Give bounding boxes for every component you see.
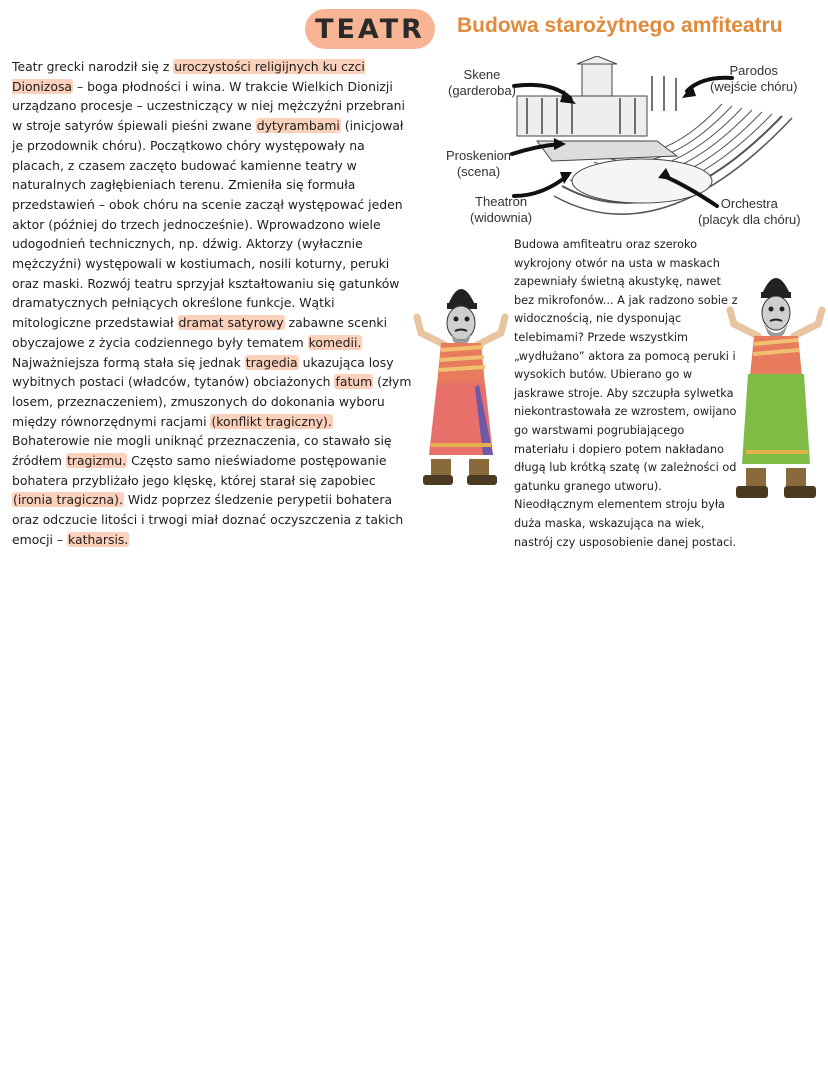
text-segment: ukazująca losy wybitnych postaci (władców, tytanów) obciażonych (12, 354, 394, 390)
text-segment: Teatr grecki narodził się z (12, 59, 174, 74)
label-skene (448, 67, 516, 99)
page-subtitle: Budowa starożytnego amfiteatru (457, 14, 783, 37)
text-segment: Bohaterowie nie mogli uniknąć przeznaczenia, co stawało się źródłem (12, 433, 392, 469)
label-theatron (470, 194, 532, 226)
label-sub: (widownia) (470, 210, 533, 225)
label-orchestra (698, 196, 801, 228)
label-parodos (710, 63, 797, 95)
text-segment: zabawne scenki obyczajowe z życia codziennego były tematem (12, 315, 388, 350)
highlight-term: fatum (335, 374, 373, 390)
highlight-term: tragizmu. (66, 453, 127, 469)
label-title: Parodos (729, 63, 778, 78)
text-segment: Najważniejsza formą stała się jednak (12, 354, 245, 370)
text-segment: Często samo nieświadome postępowanie bohatera przybliżało jego klęskę, której starał się zapobiec (12, 453, 387, 488)
text-segment: (inicjował je przodownik chóru). Początkowo chóry występowały na placach, z czasem zaczęto budować kamienne teatry w naturalnych zagłębieniach terenu. Zmieniła się formuła przedstawień – obok chóru na scenie zaczął występować jeden aktor (później do trzech jednocześnie). Wprowadzono wiele udogodnień technicznych, np. dźwig. Aktorzy (wyłacznie mężczyźni) występowali w kostiumach, nosili koturny, peruki oraz maski. Rozwój teatru sprzyjał kształtowaniu się gatunków dramatycznych pełniących określone funkcje. Wątki mitologiczne przedstawiał (12, 118, 404, 331)
label-title: Orchestra (720, 196, 778, 211)
label-sub: (garderoba) (448, 83, 516, 98)
highlight-term: katharsis. (68, 531, 129, 547)
actor-figure-right (724, 264, 828, 518)
text-segment: Widz poprzez śledzenie perypetii bohatera oraz odczucie litości i trwogi miał doznać oczyszczenia z takich emocji – (12, 492, 404, 547)
title-badge (305, 9, 435, 49)
label-proskenion (446, 148, 511, 180)
highlight-term: komedii. (308, 334, 362, 350)
highlight-term: (ironia tragiczna). (13, 492, 123, 508)
actor-figure-left (413, 275, 513, 494)
highlight-term: (konflikt tragiczny). (211, 413, 332, 429)
label-title: Proskenion (446, 148, 512, 163)
label-sub: (scena) (456, 164, 501, 179)
amphitheatre-diagram (442, 56, 822, 236)
label-sub: (wejście chóru) (710, 79, 798, 94)
highlight-term: uroczystości religijnych ku czci Dionizosa (12, 59, 365, 94)
highlight-term: tragedia (245, 354, 298, 370)
page-title: TEATR (315, 13, 425, 45)
actor-illustration (413, 275, 513, 490)
text-segment: – boga płodności i wina. W trakcie Wielkich Dionizji urządzano procesje – uczestniczący w niej mężczyźni przebrani w stroje satyrów śpiewali pieśni zwane (12, 78, 405, 134)
actor-illustration (724, 264, 828, 514)
highlight-term: dramat satyrowy (178, 315, 284, 331)
text-segment: (złym losem, przeznaczeniem), zmuszonych do dokonania wyboru między równorzędnymi racjami (12, 374, 412, 429)
label-sub: (placyk dla chóru) (698, 212, 801, 227)
label-title: Skene (463, 67, 501, 82)
costume-description-text: Budowa amfiteatru oraz szeroko wykrojony otwór na usta w maskach zapewniały świetną akustykę, nawet bez mikrofonów... A jak radzono sobie z widocznością, nie dysponując telebimami? Przede wszystkim „wydłużano” aktora za pomocą peruki i wysokich butów. Ubierano go w jaskrawe stroje. Aby szczupła sylwetka niekontrastowała ze wzrostem, owijano go warstwami pogrubiającego materiału i dopiero potem nakładano długą lub krótką szatę (w zależności od gatunku granego utworu). Nieodłącznym elementem stroju była duża maska, wskazująca na wiek, nastrój czy usposobienie danej postaci. (514, 238, 738, 549)
label-title: Theatron (475, 194, 528, 209)
main-article-text (12, 57, 412, 550)
highlight-term: dytyrambami (256, 118, 340, 134)
